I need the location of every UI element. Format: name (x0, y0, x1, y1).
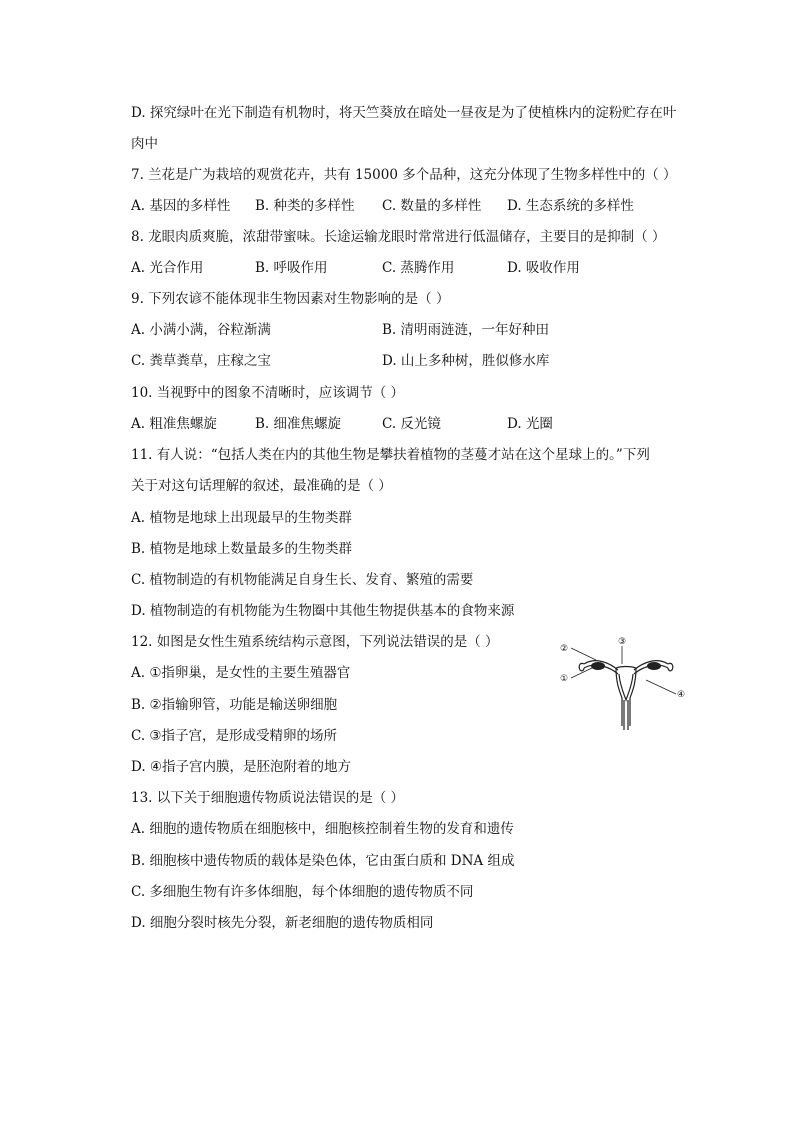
figure-label-3: ③ (618, 637, 627, 647)
q7-option-b: B. 种类的多样性 (255, 198, 355, 214)
q12-option-a: A. ①指卵巢，是女性的主要生殖器官 (131, 665, 351, 681)
q12-option-c: C. ③指子宫，是形成受精卵的场所 (131, 728, 338, 744)
q10-option-a: A. 粗准焦螺旋 (131, 416, 217, 432)
q8-option-b: B. 呼吸作用 (255, 260, 328, 276)
q9-stem: 9. 下列农谚不能体现非生物因素对生物影响的是（ ） (131, 291, 450, 307)
q7-option-d: D. 生态系统的多样性 (507, 198, 634, 214)
q11-option-b: B. 植物是地球上数量最多的生物类群 (131, 541, 353, 557)
q12-option-d: D. ④指子宫内膜，是胚泡附着的地方 (131, 759, 352, 775)
q11-stem-line2: 关于对这句话理解的叙述，最准确的是（ ） (131, 478, 392, 494)
q11-option-d: D. 植物制造的有机物能为生物圈中其他生物提供基本的食物来源 (131, 603, 515, 619)
left-ovary-shape (591, 662, 605, 670)
female-reproductive-system-diagram (556, 634, 696, 734)
q10-option-c: C. 反光镜 (382, 416, 441, 432)
uterus-outline (579, 661, 673, 730)
q9-option-c: C. 粪草粪草，庄稼之宝 (131, 353, 271, 369)
q7-stem: 7. 兰花是广为栽培的观赏花卉，共有 15000 多个品种，这充分体现了生物多样性中的（ ） (131, 167, 677, 183)
q10-option-b: B. 细准焦螺旋 (255, 416, 342, 432)
q10-option-d: D. 光圈 (507, 416, 553, 432)
figure-label-1: ① (560, 674, 569, 684)
leader-lines (571, 646, 676, 694)
q8-option-d: D. 吸收作用 (507, 260, 580, 276)
q8-option-c: C. 蒸腾作用 (382, 260, 455, 276)
q9-option-d: D. 山上多种树，胜似修水库 (382, 353, 550, 369)
q13-option-c: C. 多细胞生物有许多体细胞，每个体细胞的遗传物质不同 (131, 884, 474, 900)
q13-option-a: A. 细胞的遗传物质在细胞核中，细胞核控制着生物的发育和遗传 (131, 821, 514, 837)
q12-stem: 12. 如图是女性生殖系统结构示意图，下列说法错误的是（ ） (131, 634, 499, 650)
q10-stem: 10. 当视野中的图象不清晰时，应该调节（ ） (131, 385, 405, 401)
figure-label-2: ② (560, 644, 569, 654)
q8-stem: 8. 龙眼肉质爽脆，浓甜带蜜味。长途运输龙眼时常常进行低温储存，主要目的是抑制（ ） (131, 229, 666, 245)
q8-option-a: A. 光合作用 (131, 260, 204, 276)
q13-option-d: D. 细胞分裂时核先分裂，新老细胞的遗传物质相同 (131, 915, 434, 931)
q9-option-b: B. 清明雨涟涟，一年好种田 (382, 322, 550, 338)
q11-option-a: A. 植物是地球上出现最早的生物类群 (131, 510, 352, 526)
q7-option-a: A. 基因的多样性 (131, 198, 231, 214)
right-ovary-shape (647, 662, 661, 670)
q9-option-a: A. 小满小满，谷粒渐满 (131, 322, 271, 338)
q12-option-b: B. ②指输卵管，功能是输送卵细胞 (131, 697, 338, 713)
figure-label-4: ④ (677, 690, 686, 700)
q6-option-d-line1: D. 探究绿叶在光下制造有机物时，将天竺葵放在暗处一昼夜是为了使植株内的淀粉贮存在叶 (131, 105, 677, 121)
q6-option-d-line2: 肉中 (131, 136, 158, 152)
q11-option-c: C. 植物制造的有机物能满足自身生长、发育、繁殖的需要 (131, 572, 474, 588)
q13-option-b: B. 细胞核中遗传物质的载体是染色体，它由蛋白质和 DNA 组成 (131, 853, 515, 869)
q11-stem-line1: 11. 有人说：“包括人类在内的其他生物是攀扶着植物的茎蔓才站在这个星球上的。”下列 (131, 447, 650, 463)
q13-stem: 13. 以下关于细胞遗传物质说法错误的是（ ） (131, 790, 405, 806)
q7-option-c: C. 数量的多样性 (382, 198, 482, 214)
